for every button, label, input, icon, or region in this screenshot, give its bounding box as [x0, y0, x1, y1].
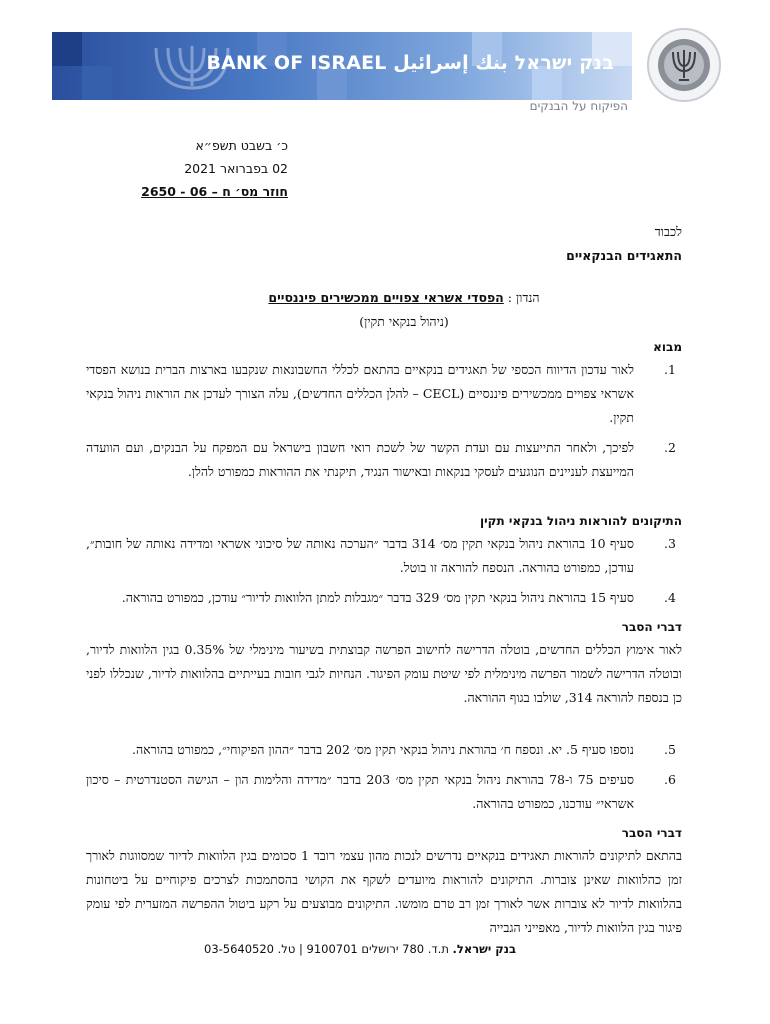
list-item	[86, 738, 682, 762]
list-item	[86, 586, 682, 610]
footer-bank: בנק ישראל.	[452, 942, 516, 956]
explanation-heading: דברי הסבר	[621, 826, 682, 840]
date-block	[88, 134, 288, 203]
explanation-heading: דברי הסבר	[621, 620, 682, 634]
subject-note: (ניהול בנקאי תקין)	[359, 314, 449, 329]
header-banner	[52, 32, 632, 100]
document-body	[86, 220, 682, 940]
item-text: סעיפים 75 ו-78 בהוראת ניהול בנקאי תקין מס׳ 203 בדבר ״מדידה והלימות הון – הגישה הסטנדרטית – סיכון אשראי״ עודכנו, כמפורט בהוראה.	[86, 772, 634, 811]
addressee-line-2: התאגידים הבנקאיים	[566, 248, 682, 263]
subject-line	[86, 286, 682, 310]
explanation-paragraph: בהתאם לתיקונים להוראות תאגידים בנקאיים נדרשים לנכות מהון עצמי רובד 1 סכומים בגין הלוואות לדיור שמסווגות לאורך זמן כהלוואות שאינן צוברות. התיקונים להוראות מיועדים לשקף את הקושי בהסתמכות לצרכים פיקוחיים על ביטחונות בהלוואות לדיור לא צוברות אשר לאורך זמן רב טרם מומשו. התיקונים מבוצעים על רקע ביטול ההפרשה המזערית לפי עומק פיגור בגין הלוואות לדיור, מאפייני הגבייה	[86, 848, 682, 935]
list-item	[86, 358, 682, 430]
page-footer	[160, 942, 560, 956]
item-text: לאור עדכון הדיווח הכספי של תאגידים בנקאיים בהתאם לכללי החשבונאות שנקבעו בארצות הברית בנושא הפסדי אשראי צפויים ממכשירים פיננסיים (CECL – להלן הכללים החדשים), עלה הצורך לעדכן את הוראות ניהול בנקאי תקין.	[86, 362, 635, 425]
item-number: 4.	[664, 590, 676, 605]
subject-title: הפסדי אשראי צפויים ממכשירים פיננסיים	[268, 290, 504, 305]
item-number: 6.	[664, 772, 676, 787]
bank-of-israel-seal-icon	[645, 26, 723, 104]
item-number: 3.	[664, 536, 676, 551]
addressee-line-1: לכבוד	[654, 224, 682, 239]
item-text: סעיף 10 בהוראת ניהול בנקאי תקין מס׳ 314 בדבר ״הערכה נאותה של סיכוני אשראי ומדידה נאותה של חובות״, עודכן, כמפורט בהוראה. הנספח להוראה זו בוטל.	[86, 536, 634, 575]
intro-heading: מבוא	[653, 340, 682, 354]
circular-number: חוזר מס׳ ח – 06 - 2650	[141, 184, 288, 199]
gregorian-date: 02 בפברואר 2021	[184, 161, 288, 176]
hebrew-date: כ׳ בשבט תשפ״א	[195, 138, 288, 153]
item-text: סעיף 15 בהוראת ניהול בנקאי תקין מס׳ 329 בדבר ״מגבלות למתן הלוואות לדיור״ עודכן, כמפורט בהוראה.	[121, 590, 634, 605]
item-number: 5.	[664, 742, 676, 757]
explanation-paragraph: לאור אימוץ הכללים החדשים, בוטלה הדרישה לחישוב הפרשה קבוצתית בשיעור מינימלי של 0.35% בגין הלוואות לדיור, ובוטלה הדרישה לשמור הפרשה מינימלית לפי שיטת עומק הפיגור. הנחיות לגבי חובות בעייתיים בהלוואות לדיור, שנכללו לפני כן בנספח להוראה 314, שולבו בגוף ההוראה.	[86, 642, 682, 705]
item-number: 1.	[664, 362, 676, 377]
list-item	[86, 768, 682, 816]
list-item	[86, 436, 682, 484]
list-item	[86, 532, 682, 580]
footer-address: ת.ד. 780 ירושלים 9100701 | טל. 03-5640520	[204, 942, 449, 956]
item-text: נוספו סעיף 5. יא. ונספח ח׳ בהוראת ניהול בנקאי תקין מס׳ 202 בדבר ״ההון הפיקוחי״, כמפורט בהוראה.	[132, 742, 634, 757]
item-number: 2.	[664, 440, 676, 455]
item-text: לפיכך, ולאחר התייעצות עם ועדת הקשר של לשכת רואי חשבון בישראל עם המפקח על הבנקים, ועם הוועדה המייעצת לעניינים הנוגעים לעסקי בנקאות ובאישור הנגיד, תיקנתי את ההוראות כמפורט להלן.	[86, 440, 634, 479]
bank-name: בנק ישראל بنك إسرائيل BANK OF ISRAEL	[206, 52, 614, 74]
subject-prefix: הנדון :	[507, 290, 540, 305]
department-name: הפיקוח על הבנקים	[529, 99, 628, 113]
amendments-heading: התיקונים להוראות ניהול בנקאי תקין	[479, 514, 682, 528]
